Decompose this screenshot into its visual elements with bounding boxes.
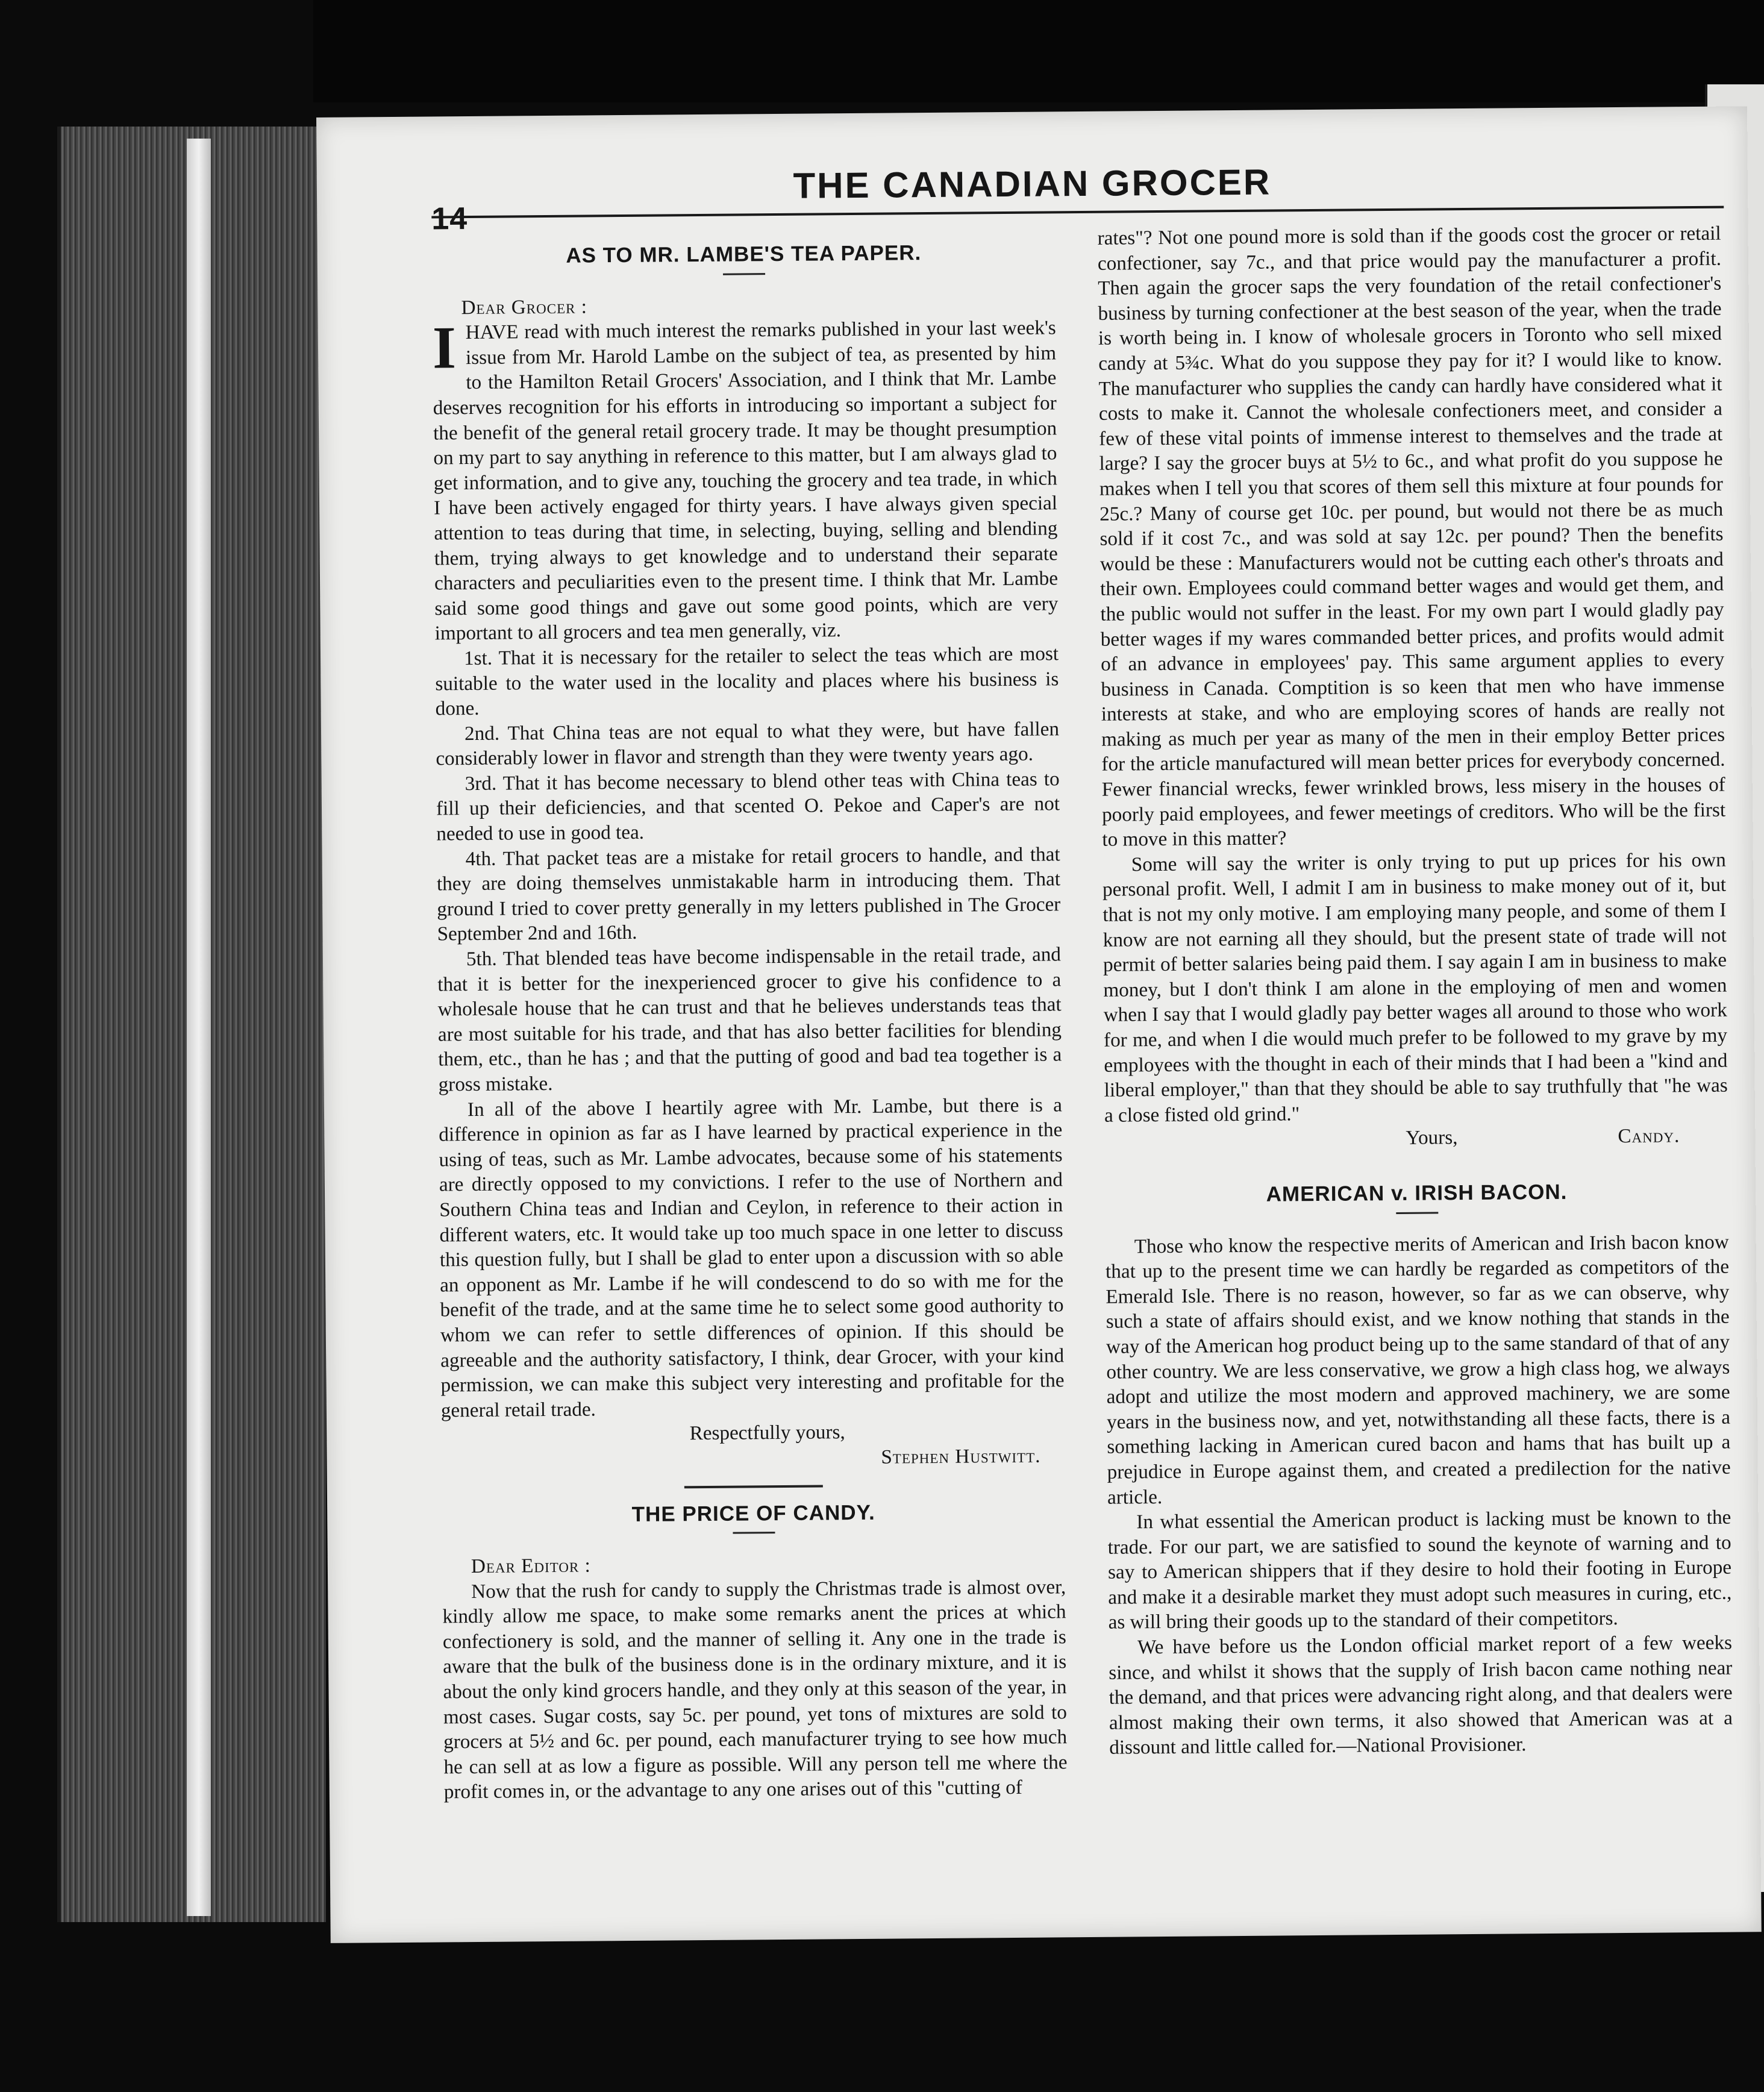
section-divider <box>684 1485 822 1488</box>
right-column <box>1097 221 1733 1761</box>
tea-closing: Respectfully yours, <box>689 1421 845 1445</box>
top-shadow <box>313 0 1764 102</box>
tea-point-5: 5th. That blended teas have become indispensable in the retail trade, and that it is better for the inexperienced grocer to give his confidence to a wholesale house that he can trust and that he believes understands teas that are most suitable for his trade, and that has also better facilities for blending them, etc., than he has ; and that the putting of good and bad tea together is a gross mistake. <box>437 943 1062 1096</box>
tea-intro-paragraph: IHAVE read with much interest the remarks published in your last week's issue from Mr. Harold Lambe on the subject of tea, as presented by him to the Hamilton Retail Grocers' Association, and I think that Mr. Lambe deserves recognition for his efforts in introducing so important a subject for the benefit of the general retail grocery trade. It may be thought presumption on my part to say anything in reference to this matter, but I am always glad to get information, and to give any, touching the grocery and tea trade, in which I have been actively engaged for thirty years. I have always given special attention to teas during that time, in selecting, buying, selling and blending them, trying always to get knowledge and to understand their separate characters and peculiarities even to the present time. I think that Mr. Lambe said some good things and gave out some good points, which are very important to all grocers and tea men generally, viz. <box>432 314 1059 645</box>
tea-point-2: 2nd. That China teas are not equal to what they were, but have fallen considerably lower in flavor and strength than they were twenty years ago. <box>436 718 1060 770</box>
bacon-paragraph-1: Those who know the respective merits of American and Irish bacon know that up to the present time we can hardly be regarded as competitors of the Emerald Isle. There is no reason, however, so far as we can observe, why such a state of affairs should exist, and we know nothing that stands in the way of the American hog product being up to the same standard of that of any other country. We are less conservative, we grow a high class hog, we always adopt and utilize the most modern and approved machinery, we are some years in the business now, and yet, notwithstanding all these facts, there is a something lacking in American cured bacon and hams that has built up a prejudice in Europe against them, and created a predilection for the native article. <box>1105 1230 1731 1509</box>
title-divider <box>1396 1212 1438 1214</box>
salutation-candy: Dear Editor : <box>471 1554 591 1578</box>
candy-body-left: Now that the rush for candy to supply the Christmas trade is almost over, kindly allow me space, to make some remarks anent the prices at which confectionery is sold, and the manner of selling it. Any one in the trade is aware that the bulk of the business done is in the ordinary mixture, and it is about the only kind grocers handle, and they only at this season of the year, in most cases. Sugar costs, say 5c. per pound, yet tons of mixtures are sold to grocers at 5½ and 6c. per pound, each manufacturer trying to see how much he can sell at as low a figure as possible. Will any person tell me where the profit comes in, or the advantage to any one arises out of this "cutting of <box>442 1575 1068 1803</box>
tea-point-1: 1st. That it is necessary for the retailer to select the teas which are most suitable to the water used in the locality and places where his business is done. <box>435 642 1059 720</box>
bacon-paragraph-2: In what essential the American product is lacking must be known to the trade. For our part, we are satisfied to sound the keynote of warning and to say to American shippers that if they desire to hold their footing in Europe and make it a desirable market they must adopt such measures in curing, etc., as will bring their goods up to the standard of their competitors. <box>1107 1506 1732 1634</box>
article-title-candy: THE PRICE OF CANDY. <box>631 1500 875 1526</box>
title-divider <box>733 1532 775 1534</box>
article-title-tea: AS TO MR. LAMBE'S TEA PAPER. <box>566 241 922 268</box>
candy-body-right-2: Some will say the writer is only trying to put up prices for his own personal profit. Well, I admit I am in business to make money out of it, but that is not my only motive. I am employing many people, and some of them I know are not earning all they should, but the present state of trade will not permit of better salaries being paid them. I say again I am in business to make money, but I don't think I am alone in the employing of men and women when I say that I would gladly pay better wages all around to those who work for me, and when I die would much prefer to be followed to my grave by my employees with the thought in each of their minds that I had been a "kind and liberal employer," than that they should be able to say truthfully that "he was a close fisted old grind." <box>1102 848 1728 1127</box>
tea-point-3: 3rd. That it has become necessary to blend other teas with China teas to fill up their deficiencies, and that scented O. Pekoe and Caper's are not needed to use in good tea. <box>436 768 1060 845</box>
article-title-bacon: AMERICAN v. IRISH BACON. <box>1266 1180 1568 1206</box>
candy-closing: Yours, <box>1406 1126 1458 1150</box>
tea-signature: Stephen Hustwitt. <box>881 1444 1041 1468</box>
bacon-paragraph-3: We have before us the London official market report of a few weeks since, and whilst it shows that the supply of Irish bacon came nothing near the demand, and that prices were advancing right along, and that dealers were almost making their own terms, it also showed that American was at a dissount and little called for.—National Provisioner. <box>1109 1631 1733 1759</box>
book-inner-edge <box>187 139 211 1916</box>
title-divider <box>723 273 765 275</box>
salutation-tea: Dear Grocer : <box>461 295 588 319</box>
newspaper-page <box>316 106 1762 1943</box>
candy-signoff <box>1104 1123 1728 1153</box>
candy-signature: Candy. <box>1618 1124 1680 1148</box>
tea-point-4: 4th. That packet teas are a mistake for retail grocers to handle, and that they are doing themselves unmistakable harm in introducing them. That ground I tried to cover pretty generally in my letters published in The Grocer September 2nd and 16th. <box>436 842 1061 945</box>
page-number: 14 <box>431 201 468 237</box>
tea-conclusion: In all of the above I heartily agree with Mr. Lambe, but there is a difference in opinion as far as I have learned by practical experience in the using of teas, such as Mr. Lambe advocates, because some of his statements are directly opposed to my convictions. I refer to the use of Northern and Southern China teas and Indian and Ceylon, in reference to their action in different waters, etc. It would take up too much space in one letter to discuss this question fully, but I shall be glad to enter upon a discussion with so able an opponent as Mr. Lambe if he will condescend to do so with me for the benefit of the trade, and at the same time he to select some good authority to whom we can refer to settle differences of opinion. If this should be agreeable and the authority satisfactory, I think, dear Grocer, with your kind permission, we can make this subject very interesting and profitable for the general retail trade. <box>439 1093 1065 1422</box>
left-column <box>431 226 1067 1805</box>
candy-body-right: rates"? Not one pound more is sold than if the goods cost the grocer or retail confectioner, say 7c., and that price would pay the manufacturer a profit. Then again the grocer saps the very foundation of the retail confectioner's business by turning confectioner at the best season of the year, when the trade is worth being in. I know of wholesale grocers in Toronto who sell mixed candy at 5¾c. What do you suppose they pay for it? I would like to know. The manufacturer who supplies the candy can hardly have considered what it costs to make it. Cannot the wholesale confectioners meet, and consider a few of these vital points of immense interest to themselves and the trade at large? I say the grocer buys at 5½ to 6c., and what profit do you suppose he makes when I tell you that scores of them sell this mixture at four pounds for 25c.? Many of course get 10c. per pound, but would not there be as much sold if it cost 7c., and was sold at say 12c. per pound? Then the benefits would be these : Manufacturers would not be cutting each other's throats and their own. Employees could command better wages and would get them, and the public would not suffer in the least. For my own part I would gladly pay better wages if my wares commanded better prices, and profits would admit of an advance in employees' pay. This same argument applies to every business in Canada. Comptition is so keen that men who have immense interests at stake, and who are employing scores of hands are really not making as much per year as many of the men in their employ Better prices for the article manufactured will mean better prices for everybody concerned. Fewer financial wrecks, fewer wrinkled brows, less misery in the houses of poorly paid employees, and fewer meetings of creditors. Who will be the first to move in this matter? <box>1097 222 1726 851</box>
drop-cap: I <box>432 314 457 381</box>
running-head: THE CANADIAN GROCER <box>793 161 1272 206</box>
